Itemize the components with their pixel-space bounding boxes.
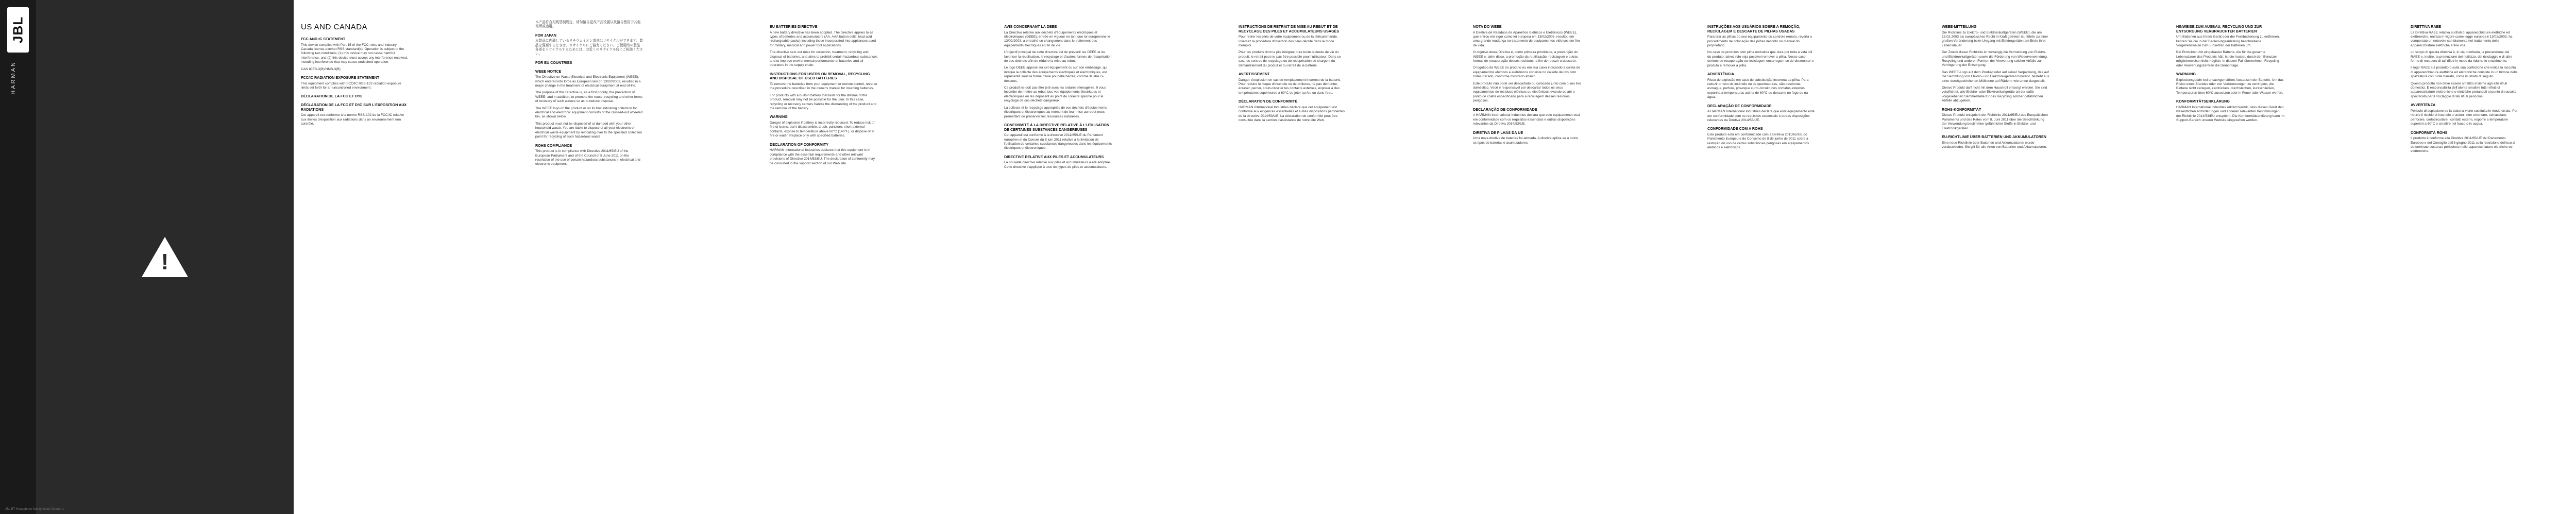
paragraph: Questo prodotto non deve essere smaltito insieme agli altri rifiuti domestici. È responsabilità dell'utente smaltire tutti i rifiuti di apparecchiature elettroniche o elettriche portandoli al punto di raccolta specificato per il riciclaggio di tali rifiuti pericolosi.	[2411, 81, 2517, 98]
paragraph: Risco de explosão em caso de substituição incorreta da pilha. Para reduzir o risco de incêndio ou de queimaduras, não desmonte, esmague, perfure, provoque curto-circuito nos contatos externos, exponha a temperaturas acima de 60°C ou descarte no fogo ou na água.	[1707, 78, 1809, 99]
paragraph: Cet appareil est conforme à la directive 2011/65/UE du Parlement européen et du Conseil du 8 juin 2011 relative à la limitation de l'utilisation de certaines substances dangereuses dans les équipements électriques et électroniques.	[1004, 133, 1112, 150]
section-heading: DÉCLARATION DE CONFORMITÉ	[1239, 99, 1298, 104]
paragraph: Der Zweck dieser Richtlinie ist vorrangig die Vermeidung von Elektro- und Elektronikaltgeräten sowie die Förderung von Wiederverwendung, Recycling und anderen Formen der Verwertung solcher Abfälle zur Verringerung der Entsorgung.	[1942, 50, 2048, 67]
paragraph: No caso de produtos com pilha embutida que dura por toda a vida útil do produto, talvez não seja possível remover a pilha. Nesse caso, centros de recuperação ou reciclagem encarregam-se de desmontar o produto e remover a pilha.	[1707, 50, 1814, 67]
section-heading: DECLARAÇÃO DE CONFORMIDADE	[1707, 103, 1772, 108]
paragraph: Um Batterien aus Ihrem Gerät oder der Fernbedienung zu entfernen, kehren Sie die in der Bedienungsanleitung beschriebene Vorgehensweise zum Einsetzen der Batterien um.	[2176, 35, 2280, 47]
paragraph: HARMAN International Industries déclare que cet équipement est conforme aux exigences essentielles et autres dispositions pertinentes de la directive 2014/53/UE. La déclaration de conformité peut être consultée dans la section d'assistance de notre site Web.	[1239, 105, 1345, 123]
paragraph: The directive sets out rules for collection, treatment, recycling and disposal of batteries, and aims to prohibit certain hazardous substances and to improve environmental performance of batteries and all operators in the supply chain.	[770, 50, 878, 67]
paragraph: L'objectif principal de cette directive est de prévenir les DEEE et de favoriser la réutilisation, le recyclage et d'autres formes de récupération de ces déchets afin de réduire la mise au rebut.	[1004, 50, 1112, 63]
section-heading: INSTRUCTIONS DE RETRAIT DE MISE AU REBUT ET DE RECYCLAGE DES PILES ET ACCUMULATEURS USAGÉS	[1239, 24, 1340, 33]
section-heading: CONFORMITÉ À LA DIRECTIVE RELATIVE À L'UTILISATION DE CERTAINES SUBSTANCES DANGEREUSES	[1004, 122, 1110, 132]
paragraph: Dieses Produkt darf nicht mit dem Hausmüll entsorgt werden. Sie sind verpflichtet, alle Elektro- oder Elektronikaltgeräte an der dafür vorgesehenen Sammelstelle für das Recycling solcher gefährlichen Abfälle abzugeben.	[1942, 86, 2047, 103]
paragraph: Uma nova diretiva de baterias foi adotada. A diretiva aplica-se a todos os tipos de baterias e acumuladores.	[1473, 136, 1579, 145]
section-heading: CONFORMITÀ ROHS	[2411, 130, 2448, 135]
paragraph: Explosionsgefahr bei unsachgemäßem Austausch der Batterie. Um das Risiko eines Brandes oder von Verbrennungen zu verringern, die Batterie nicht zerlegen, zerdrücken, durchstechen, kurzschließen, Temperaturen über 60°C aussetzen oder in Feuer oder Wasser werfen.	[2176, 78, 2284, 95]
section-heading: FCC AND IC STATEMENT	[301, 37, 346, 41]
section-heading: KONFORMITÄTSERKLÄRUNG	[2176, 99, 2230, 104]
text-column	[301, 21, 409, 129]
paragraph: This device complies with Part 15 of the FCC rules and Industry Canada license-exempt RSS standard(s). Operation is subject to the following two conditions: (1) this device may not cause harmful interference, and (2) this device must accept any interference received, including interference that may cause undesired operation.	[301, 43, 408, 64]
paragraph: This product must not be disposed of or dumped with your other household waste. You are liable to dispose of all your electronic or electrical waste equipment by relocating over to the specified collection point for recycling of such hazardous waste.	[535, 122, 642, 139]
paragraph: Le logo DEEE apposé sur cet équipement ou sur son emballage, qui indique la collecte des équipements électriques et électroniques, est représenté sous la forme d'une poubelle barrée, comme illustré ci-dessous.	[1004, 66, 1108, 83]
footer-file-name: JBL BT Headphone Safety sheet V3.indd 1	[5, 508, 64, 511]
paragraph: This product is in compliance with Directive 2011/65/EU of the European Parliament and of the Council of 8 June 2011 on the restriction of the use of certain hazardous substances in electrical and electronic equipment.	[535, 149, 640, 166]
paragraph: A Diretiva de Resíduos de Aparelhos Elétricos e Eletrônicos (WEEE), que entrou em vigor como lei europeia em 13/02/2003, resultou em uma grande mudança no tratamento de equipamentos elétricos em fim de vida.	[1473, 30, 1580, 47]
paragraph: The WEEE logo on the product or on its box indicating collection for electrical and electronic equipment consists of the crossed-out wheeled bin, as shown below.	[535, 106, 643, 119]
paragraph: Die Richtlinie zu Elektro- und Elektronikaltgeräten (WEEE), die am 13.02.2003 als europäisches Recht in Kraft getreten ist, führte zu einer großen Veränderung beim Umgang mit Elektrogeräten am Ende ihrer Lebensdauer.	[1942, 30, 2048, 47]
paragraph: To remove the batteries from your equipment or remote control, reverse the procedure described in the owner's manual for inserting batteries.	[770, 82, 877, 91]
section-heading: EU BATTERIES DIRECTIVE	[770, 24, 818, 29]
harman-logo: HARMAN	[10, 61, 16, 95]
paragraph: Cet appareil est conforme à la norme RSS-102 de la FCC/IC relative aux limites d'exposition aux radiations dans un environnement non contrôlé.	[301, 113, 404, 126]
section-heading: DECLARAÇÃO DE CONFORMIDADE	[1473, 107, 1537, 112]
section-heading: DIRECTIVE RELATIVE AUX PILES ET ACCUMULATEURS	[1004, 154, 1104, 159]
section-heading: ROHS COMPLIANCE	[535, 143, 572, 148]
section-heading: FOR JAPAN	[535, 32, 556, 38]
paragraph: Il prodotto è conforme alla Direttiva 2011/65/UE del Parlamento Europeo e del Consiglio dell'8 giugno 2011 sulla restrizione dell'uso di determinate sostanze pericolose nelle apparecchiature elettriche ed elettroniche.	[2411, 136, 2516, 153]
paragraph: HARMAN International Industries declares that this equipment is in compliance with the essential requirements and other relevant provisions of Directive 2014/53/EU. The declaration of conformity may be consulted in the support section of our Web site.	[770, 148, 875, 165]
section-heading: EU-RICHTLINIE ÜBER BATTERIEN UND AKKUMULATOREN	[1942, 134, 2046, 139]
paragraph: Para tirar as pilhas do seu equipamento ou controle remoto, reverta o procedimento de colocação das pilhas descrito no manual do proprietário.	[1707, 35, 1812, 47]
paragraph: A HARMAN International Industries declara que este equipamento está em conformidade com os requisitos essenciais e outras disposições relevantes da Diretiva 2014/53/UE.	[1473, 113, 1580, 126]
section-heading: WARNUNG	[2176, 72, 2196, 77]
section-heading: AVVERTENZA	[2411, 102, 2436, 108]
paragraph: Eine neue Richtlinie über Batterien und Akkumulatoren wurde verabschiedet. Sie gilt für alle Arten von Batterien und Akkumulatoren.	[1942, 141, 2047, 149]
paragraph: HARMAN International Industries erklärt hiermit, dass dieses Gerät den wesentlichen Anforderungen und anderen relevanten Bestimmungen der Richtlinie 2014/53/EU entspricht. Die Konformitätserklärung kann im Support-Bereich unserer Website eingesehen werden.	[2176, 105, 2285, 123]
section-heading: WEEE-MITTEILUNG	[1942, 24, 1977, 29]
paragraph: 本製品に内蔵しているリチウムイオン電池はリサイクルができます。製品を廃棄するときは、リサイクルにご協力ください。ご使用時の製品各部をリサイクルするためには、お近くのリサイクル店にご相談ください。	[535, 39, 643, 56]
text-column	[1004, 21, 1112, 172]
text-column	[1707, 21, 1816, 153]
text-column	[1239, 21, 1347, 125]
paragraph: Danger d'explosion en cas de remplacement incorrect de la batterie. Pour réduire le risque d'incendie ou de brûlures, ne pas démonter, écraser, percer, court-circuiter les contacts externes, exposer à des températures supérieures à 60°C ou jeter au feu ou dans l'eau.	[1239, 78, 1342, 95]
section-heading: AVERTISSEMENT	[1239, 72, 1270, 77]
section-heading: ROHS-KONFORMITÄT	[1942, 107, 1981, 112]
section-heading: WEEE NOTICE	[535, 68, 562, 74]
section-heading: DECLARATION OF CONFORMITY	[770, 142, 829, 147]
paragraph: Pericolo di esplosione se la batteria viene sostituita in modo errato. Per ridurre il rischio di incendio o ustioni, non smontare, schiacciare, perforare, cortocircuitare i contatti esterni, esporre a temperature superiori a 60°C o smaltire nel fuoco o in acqua.	[2411, 109, 2518, 126]
paragraph: This equipment complies with FCC/IC RSS-102 radiation exposure limits set forth for an uncontrolled environment.	[301, 81, 401, 90]
paragraph: Este produto não pode ser descartado ou colocado junto com o seu lixo doméstico. Você é responsável por descartar todos os seus equipamentos de resíduos elétricos ou eletrônicos levando-os até o ponto de coleta especificado para a reciclagem desses resíduos perigosos.	[1473, 81, 1581, 103]
section-heading: DIRETIVA DE PILHAS DA UE	[1473, 130, 1523, 135]
section-heading: DÉCLARATION DE LA FCC ET D'IC	[301, 94, 363, 99]
paragraph: O objetivo desta Diretiva é, como primeira prioridade, a prevenção do WEEE e, além disso, a promoção da reutilização, reciclagem e outras formas de recuperação desses resíduos, a fim de reduzir o descarte.	[1473, 50, 1579, 63]
paragraph: Danger of explosion if battery is incorrectly replaced. To reduce risk of fire or burns, don't disassemble, crush, puncture, short external contacts, expose to temperature above 60°C (140°F), or dispose of in fire or water. Replace only with specified batteries.	[770, 121, 875, 138]
section-heading: NOTA DO WEEE	[1473, 24, 1502, 29]
text-column	[1473, 21, 1581, 148]
paragraph: La Directive relative aux déchets d'équipements électriques et électroniques (DEEE), entrée en vigueur en tant que loi européenne le 13/02/2003, a entraîné un changement dans le traitement des équipements électriques en fin de vie.	[1004, 30, 1110, 47]
section-heading: DIRETTIVA RAEE	[2411, 24, 2442, 29]
paragraph: La collecte et le recyclage appropriés de vos déchets d'équipements électriques et électroniques au moment de leur mise au rebut nous permettent de préserver les ressources naturelles.	[1004, 106, 1107, 118]
warning-panel	[36, 0, 294, 514]
safety-sheet	[294, 0, 2576, 514]
section-heading: HINWEISE ZUM AUSBAU, RECYCLING UND ZUR ENTSORGUNG VERBRAUCHTER BATTERIEN	[2176, 24, 2262, 33]
paragraph: The Directive on Waste Electrical and Electronic Equipment (WEEE), which entered into force as European law on 13/02/2003, resulted in a major change in the treatment of electrical equipment at end-of-life.	[535, 75, 641, 88]
jbl-logo	[7, 7, 29, 53]
section-heading: FCC/IC RADIATION EXPOSURE STATEMENT	[301, 75, 380, 80]
text-column	[535, 21, 643, 169]
paragraph: The purpose of this Directive is, as a first priority, the prevention of WEEE, and in addition, to promote the reuse, recycling and other forms of recovery of such wastes so as to reduce disposal.	[535, 91, 643, 104]
paragraph: Lo scopo di questa direttiva è, in via prioritaria, la prevenzione dei RAEE e, inoltre, la promozione del riutilizzo, del riciclaggio e di altre forme di recupero di tali rifiuti in modo da ridurne lo smaltimento.	[2411, 50, 2513, 63]
section-heading: WARNING	[770, 114, 788, 119]
paragraph: O logotipo da WEEE no produto ou em sua caixa indicando a coleta de equipamentos elétricos e eletrônicos consiste no caixote de lixo com rodas riscado, conforme mostrado abaixo.	[1473, 66, 1580, 79]
text-column	[2411, 21, 2519, 157]
paragraph: Este produto está em conformidade com a Diretiva 2011/65/UE do Parlamento Europeu e do Conselho de 8 de junho de 2011 sobre a restrição do uso de certas substâncias perigosas em equipamentos elétricos e eletrônicos.	[1707, 133, 1809, 150]
paragraph: Il logo RAEE sul prodotto o sulla sua confezione che indica la raccolta di apparecchiature elettriche ed elettroniche consiste in un bidone della spazzatura con ruote barrato, come illustrato di seguito.	[2411, 66, 2518, 79]
section-heading: INSTRUCTIONS FOR USERS ON REMOVAL, RECYCLING AND DISPOSAL OF USED BATTERIES	[770, 71, 870, 81]
paragraph: Pour les produits dont la pile intégrée dure toute la durée de vie du produit, le retrait peut ne pas être possible pour l'utilisateur. Dans ce cas, les centres de recyclage ou de récupération se chargent du démantèlement du produit et du retrait de la batterie.	[1239, 50, 1341, 67]
jbl-logo-text: JBL	[10, 16, 26, 44]
paragraph: CAN ICES-3(B)/NMB-3(B)	[301, 67, 341, 71]
region-heading: US AND CANADA	[301, 23, 368, 31]
paragraph: 本产品符合无线管制规定，请勿擅自更改产品设置以及擅自使用于其他场所或运用。	[535, 21, 641, 29]
paragraph: La Direttiva RAEE relativa ai rifiuti di apparecchiature elettriche ed elettroniche, entrata in vigore come legge europea il 13/02/2003, ha comportato un notevole cambiamento nel trattamento delle apparecchiature elettriche a fine vita.	[2411, 30, 2513, 47]
exclamation-icon: !	[161, 249, 169, 275]
text-column	[770, 21, 878, 168]
brand-panel	[0, 0, 36, 514]
section-heading: INSTRUÇÕES AOS USUÁRIOS SOBRE A REMOÇÃO, RECICLAGEM E DESCARTE DE PILHAS USADAS	[1707, 24, 1801, 33]
paragraph: Das WEEE-Logo auf dem Produkt oder auf seiner Verpackung, das auf die Sammlung von Elektro- und Elektronikgeräten hinweist, besteht aus einer durchgestrichenen Mülltonne auf Rädern, wie unten dargestellt.	[1942, 70, 2049, 83]
paragraph: La nouvelle directive relative aux piles et accumulateurs a été adoptée. Cette directive s'applique à tous les types de piles et accumulateurs.	[1004, 161, 1111, 169]
paragraph: Ce produit ne doit pas être jeté avec les ordures ménagères. Il vous incombe de mettre au rebut tous vos équipements électriques et électroniques en les déposant au point de collecte spécifié pour le recyclage de ces déchets dangereux.	[1004, 86, 1106, 103]
section-heading: FOR EU COUNTRIES	[535, 60, 572, 65]
section-heading: DÉCLARATION DE LA FCC ET D'IC SUR L'EXPOSITION AUX RADIATIONS	[301, 102, 407, 112]
paragraph: A HARMAN International Industries declara que este equipamento está em conformidade com os requisitos essenciais e outras disposições relevantes da Diretiva 2014/53/UE.	[1707, 110, 1815, 123]
text-column	[1942, 21, 2050, 152]
paragraph: A new battery directive has been adopted. The directive applies to all types of batteries and accumulators (AA, AAA button cells, lead acid rechargeable packs) including those incorporated into appliances used for military, medical and power tool applications.	[770, 30, 876, 47]
paragraph: Pour retirer les piles de votre équipement ou de la télécommande, inversez la procédure d'insertion des piles décrite dans le mode d'emploi.	[1239, 35, 1338, 47]
paragraph: Bei Produkten mit eingebauter Batterie, die für die gesamte Lebensdauer des Produkts hält, ist ein Ausbau durch den Benutzer möglicherweise nicht möglich. In diesem Fall übernehmen Recycling- oder Verwertungszentren die Demontage.	[2176, 50, 2280, 67]
paragraph: For products with a built-in battery that lasts for the lifetime of the product, removal may not be possible for the user. In this case, recycling or recovery centers handle the dismantling of the product and the removal of the battery.	[770, 93, 877, 111]
section-heading: AVIS CONCERNANT LA DEEE	[1004, 24, 1057, 29]
section-heading: ADVERTÊNCIA	[1707, 72, 1734, 77]
paragraph: Dieses Produkt entspricht der Richtlinie 2011/65/EU des Europäischen Parlaments und des Rates vom 8. Juni 2011 über die Beschränkung der Verwendung bestimmter gefährlicher Stoffe in Elektro- und Elektronikgeräten.	[1942, 113, 2048, 130]
section-heading: CONFORMIDADE COM A ROHS	[1707, 126, 1763, 131]
text-column	[2176, 21, 2284, 125]
